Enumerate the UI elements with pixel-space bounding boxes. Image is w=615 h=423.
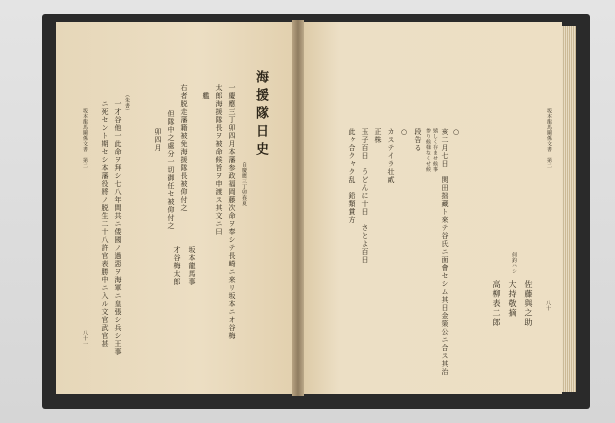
text-line-6: 卯四月 — [154, 128, 162, 152]
diary-title: 海援隊日史 — [253, 70, 268, 160]
right-page-number: 八十 — [545, 300, 551, 311]
line-items-2: 此ヶ合クャク乱 鉛類賞方 — [348, 128, 356, 224]
note-bracket: （朱書） — [124, 92, 130, 114]
text-line-4: 右者脱走藩籍被免海援隊長被仰付之 — [180, 84, 188, 212]
right-page — [300, 22, 562, 394]
note-line-1: 一才谷他一此命ヲ拜シ七八年間共ニ倭國ノ過惡ヲ海軍ニ皇張シ兵シ王事 — [114, 100, 122, 356]
page-edges — [562, 26, 576, 392]
sender-label: 何釣ハシ — [511, 252, 517, 274]
note-line-2: ニ死セント期セシ本藩役將ノ脱生二十八許官表勝中ニ入ル文官武官甚 — [101, 100, 109, 348]
left-running-head: 坂本龍馬關係文書 第二 — [82, 108, 88, 169]
diary-subtitle: 自慶應三丁卯春夏 — [241, 162, 247, 206]
circle-mark-1: ○ — [452, 128, 460, 137]
line-note-a: 嬉しく存ませ候事 — [432, 128, 438, 172]
name-2: 大持敬摘 — [508, 280, 517, 318]
circle-mark-2: ○ — [400, 128, 408, 137]
line-cont: 段告る — [414, 128, 422, 152]
text-line-1: 一慶應三丁卯四月本藩参政福岡藤次命ヲ奉シテ長崎ニ来リ坂本ニオ谷梅 — [228, 84, 236, 340]
text-line-2: 太郎海援隊長ヲ被命候旨ヲ申渡ス其文ニ曰 — [215, 84, 223, 236]
signer-1: 坂本龍馬事 — [188, 246, 196, 286]
name-3: 高柳表二郎 — [492, 280, 501, 328]
line-bottles: カステイラ壮貳 — [387, 128, 395, 184]
line-date: 亥二月七日 関田拙藏ト來テ谷氏ニ面會セシム其日金策公ニ合ス其治 — [441, 128, 449, 376]
left-page-number: 八十一 — [82, 330, 88, 347]
text-line-5: 但隊中之處分一切御任セ被仰付之 — [167, 110, 175, 230]
line-items-1: 玉子百日 うどんに十日 さとよ百日 — [361, 128, 369, 264]
line-note-b: 参り候様なくせ候 — [425, 128, 431, 172]
text-line-3: 艦 — [202, 84, 210, 100]
name-1: 佐藤與之助 — [524, 280, 533, 328]
line-items-head: 正株 — [374, 128, 382, 144]
right-running-head: 坂本龍馬關係文書 第二 — [546, 108, 552, 169]
book-gutter — [292, 20, 304, 396]
signer-2: 才谷梅太郎 — [173, 246, 181, 286]
